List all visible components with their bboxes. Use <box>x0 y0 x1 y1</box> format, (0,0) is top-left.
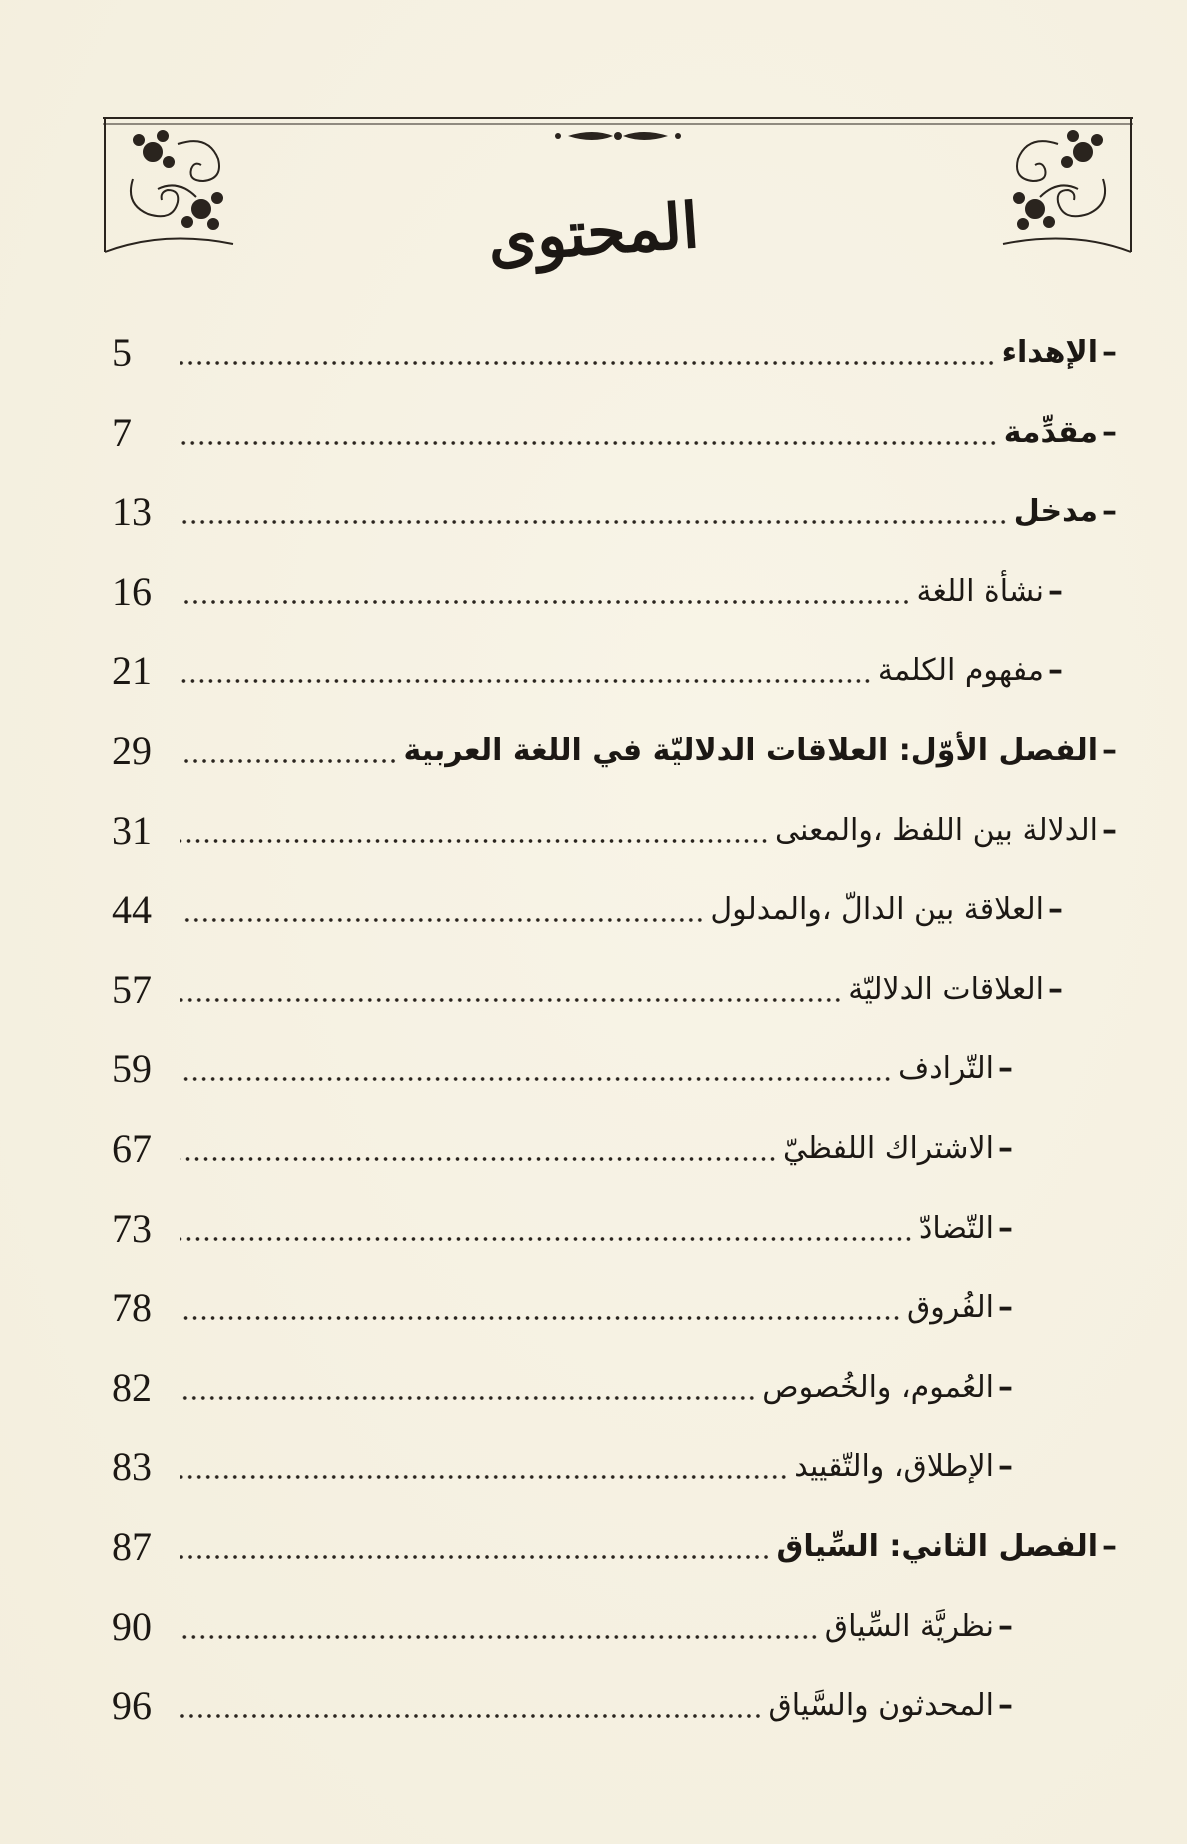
toc-entry-title: الفصل الثاني: السِّياق <box>776 1529 1098 1564</box>
toc-entry-title: نظريَّة السِّياق <box>824 1608 994 1644</box>
toc-entry[interactable] <box>112 957 1063 1013</box>
dot-leader <box>180 1552 771 1562</box>
bullet-dash-icon: – <box>1102 335 1117 370</box>
toc-entry-title: الفصل الأوّل: العلاقات الدلاليّة في اللغة العربية <box>403 733 1098 768</box>
toc-page-number: 67 <box>112 1126 152 1171</box>
toc-entry[interactable] <box>112 400 1117 456</box>
toc-entry-title: الاشتراك اللفظيّ <box>783 1131 994 1166</box>
toc-page-number: 73 <box>112 1205 152 1251</box>
bullet-dash-icon: – <box>1048 653 1063 689</box>
toc-page-number: 13 <box>112 489 152 535</box>
toc-page-number: 31 <box>112 807 152 853</box>
dot-leader <box>180 1234 913 1244</box>
toc-entry[interactable] <box>112 1116 1013 1172</box>
toc-entry[interactable] <box>112 1355 1013 1411</box>
toc-page-number: 96 <box>112 1683 152 1729</box>
toc-entry[interactable] <box>112 479 1117 535</box>
toc-entry[interactable] <box>112 1434 1013 1490</box>
toc-entry[interactable] <box>112 1594 1013 1650</box>
bullet-dash-icon: – <box>998 1131 1013 1166</box>
toc-entry[interactable] <box>112 559 1063 615</box>
toc-page-number: 57 <box>112 966 152 1012</box>
toc-page-number: 87 <box>112 1524 152 1569</box>
toc-entry[interactable] <box>112 877 1063 933</box>
bullet-dash-icon: – <box>1102 494 1117 530</box>
bullet-dash-icon: – <box>1048 892 1063 928</box>
dot-leader <box>180 358 996 368</box>
dot-leader <box>180 438 998 448</box>
toc-entry-title: نشأة اللغة <box>916 573 1044 609</box>
toc-entry-title: العُموم، والخُصوص <box>762 1369 994 1405</box>
bullet-dash-icon: – <box>1102 733 1117 768</box>
toc-entry-title: المحدثون والسَّياق <box>768 1688 994 1724</box>
page-title: المحتوى <box>485 188 702 277</box>
toc-page-number: 78 <box>112 1285 152 1331</box>
toc-entry[interactable] <box>112 1514 1117 1570</box>
toc-entry-title: التّضادّ <box>918 1210 994 1246</box>
dot-leader <box>180 836 769 846</box>
toc-page-number: 59 <box>112 1046 152 1092</box>
toc-entry-title: الفُروق <box>907 1290 994 1326</box>
dot-leader <box>180 915 704 925</box>
toc-page-number: 21 <box>112 648 152 694</box>
toc-entry[interactable] <box>112 1196 1013 1252</box>
toc-entry[interactable] <box>112 320 1117 376</box>
toc-entry[interactable] <box>112 1275 1013 1331</box>
toc-entry[interactable] <box>112 798 1117 854</box>
toc-entry-title: التّرادف <box>898 1051 994 1087</box>
dot-leader <box>180 1711 762 1721</box>
bullet-dash-icon: – <box>1102 812 1117 848</box>
toc-entry-title: الإطلاق، والتّقييد <box>794 1449 994 1485</box>
bullet-dash-icon: – <box>1048 971 1063 1007</box>
bullet-dash-icon: – <box>998 1608 1013 1644</box>
toc-page-number: 5 <box>112 330 132 375</box>
bullet-dash-icon: – <box>998 1210 1013 1246</box>
toc-entry[interactable] <box>112 1673 1013 1729</box>
toc-entry[interactable] <box>112 1036 1013 1092</box>
dot-leader <box>180 1632 819 1642</box>
toc-page-number: 16 <box>112 568 152 614</box>
toc-entry-title: العلاقة بين الدالّ ،والمدلول <box>710 892 1044 928</box>
bullet-dash-icon: – <box>1102 414 1117 450</box>
toc-page-number: 7 <box>112 409 132 455</box>
toc-entry[interactable] <box>112 638 1063 694</box>
dot-leader <box>180 517 1008 527</box>
toc-entry-title: الدلالة بين اللفظ ،والمعنى <box>775 812 1098 848</box>
bullet-dash-icon: – <box>1048 573 1063 609</box>
dot-leader <box>180 1472 788 1482</box>
toc-entry-title: العلاقات الدلاليّة <box>848 971 1044 1007</box>
bullet-dash-icon: – <box>998 1290 1013 1326</box>
toc-entry[interactable] <box>112 718 1117 774</box>
toc-page-number: 90 <box>112 1603 152 1649</box>
dot-leader <box>180 1313 901 1323</box>
toc-page-number: 83 <box>112 1444 152 1490</box>
bullet-dash-icon: – <box>998 1688 1013 1724</box>
bullet-dash-icon: – <box>1102 1529 1117 1564</box>
toc-entry-title: مدخل <box>1013 494 1098 530</box>
dot-leader <box>180 1074 892 1084</box>
dot-leader <box>180 1154 777 1164</box>
bullet-dash-icon: – <box>998 1051 1013 1087</box>
toc-entry-title: الإهداء <box>1001 335 1098 370</box>
bullet-dash-icon: – <box>998 1369 1013 1405</box>
bullet-dash-icon: – <box>998 1449 1013 1485</box>
toc-page-number: 44 <box>112 887 152 933</box>
dot-leader <box>180 676 872 686</box>
toc-page-number: 82 <box>112 1364 152 1410</box>
toc-page-number: 29 <box>112 728 152 773</box>
dot-leader <box>180 597 911 607</box>
dot-leader <box>180 1393 756 1403</box>
dot-leader <box>180 995 842 1005</box>
dot-leader <box>180 756 398 766</box>
toc-entry-title: مفهوم الكلمة <box>877 653 1044 689</box>
toc-entry-title: مقدِّمة <box>1003 414 1098 450</box>
